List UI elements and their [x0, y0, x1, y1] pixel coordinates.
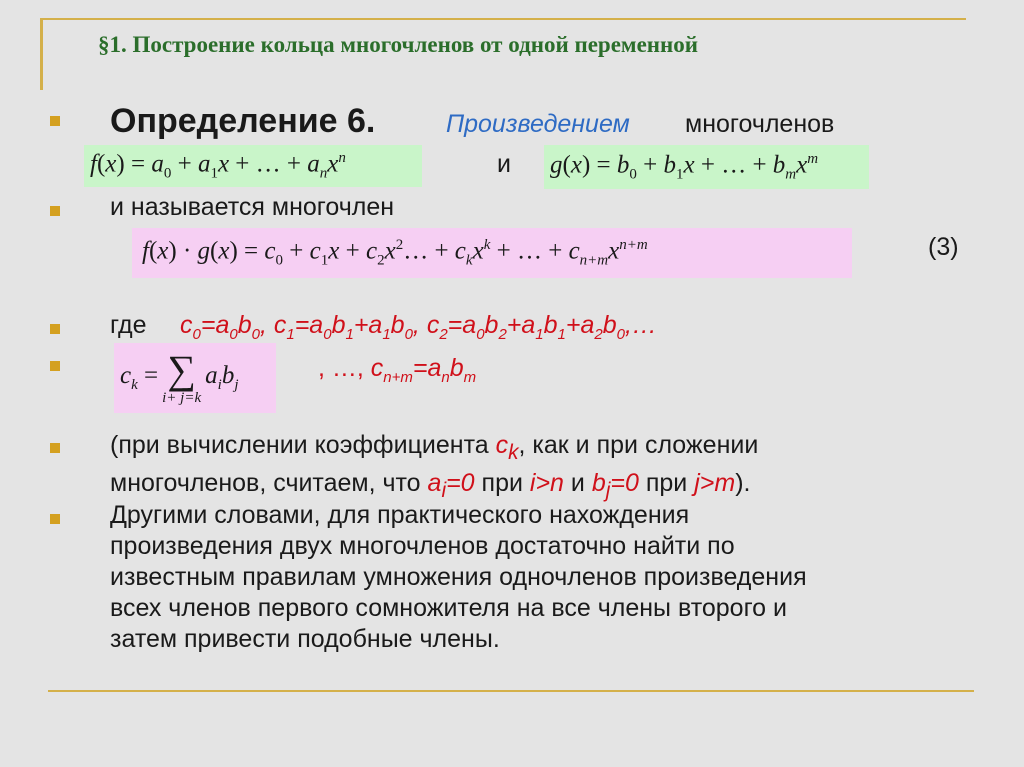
decor-bottom-line [48, 690, 974, 692]
definition-word: многочленов [685, 110, 835, 138]
called-line: и называется многочлен [110, 193, 395, 221]
bullet-marker [50, 116, 60, 126]
formula-f-text: $f(x) = a_0 + a_1x$ + … + $a_nx^n$ [90, 149, 346, 182]
decor-vertical-line [40, 18, 43, 90]
summary-line: Другими словами, для практического нахождения [110, 501, 690, 529]
slide-title: §1. Построение кольца многочленов от одной переменной [98, 32, 699, 57]
summary-line: затем привести подобные члены. [110, 625, 500, 653]
decor-top-line [40, 18, 966, 20]
bullet-marker [50, 361, 60, 371]
definition-term: Произведением [446, 110, 630, 138]
summary-line: известным правилам умножения одночленов произведения [110, 563, 807, 591]
summary-line: произведения двух многочленов достаточно найти по [110, 532, 735, 560]
note-line-1: (при вычислении коэффициента $c_k$, как и при сложении [110, 431, 759, 464]
note-bj-condition: $b_j=0$ [591, 469, 639, 502]
where-label: где [110, 311, 147, 339]
note-line-2: многочленов, считаем, что $a_i=0$ при i>n и $b_j=0$ при j>m). [110, 469, 751, 502]
and-word: и [497, 150, 511, 178]
summary-paragraph [110, 500, 990, 655]
formula-ck-sum [114, 343, 276, 413]
formula-product [132, 228, 852, 278]
note-ai-condition: $a_i=0$ [427, 469, 475, 502]
bullet-marker [50, 443, 60, 453]
bullet-marker [50, 514, 60, 524]
formula-product-text: $f(x) \cdot g(x) = c_0 + c_1x$ + $c_2x^2\dots + c_kx^k$ + … + $c_{n+m}x^{n+m}$ [142, 236, 648, 269]
formula-g-text: $g(x) = b_0 + b_1x$ + … + $b_mx^m$ [550, 150, 819, 183]
bullet-marker [50, 324, 60, 334]
last-coefficient: , …, $c_{n+m}=a_nb_m$ [318, 354, 477, 386]
definition-heading: Определение 6. [110, 102, 376, 140]
formula-ck-sum-text: $c_k$ = ∑ i+ j=k $a_ib_j$ [120, 347, 239, 406]
summary-line: всех членов первого сомножителя на все члены второго и [110, 594, 787, 622]
note-ck: $c_k$ [495, 431, 519, 464]
bullet-marker [50, 206, 60, 216]
coefficients-line: $c_0=a_0b_0$, $c_1=a_0b_1+a_1b_0$, $c_2=a_0b_2+a_1b_1+a_2b_0,\dots$ [180, 311, 657, 343]
note-i-condition: i>n [529, 469, 564, 497]
formula-g [544, 145, 869, 189]
note-paragraph [110, 430, 990, 506]
formula-f [84, 145, 422, 187]
note-j-condition: j>m [694, 469, 736, 497]
equation-number: (3) [928, 233, 959, 261]
